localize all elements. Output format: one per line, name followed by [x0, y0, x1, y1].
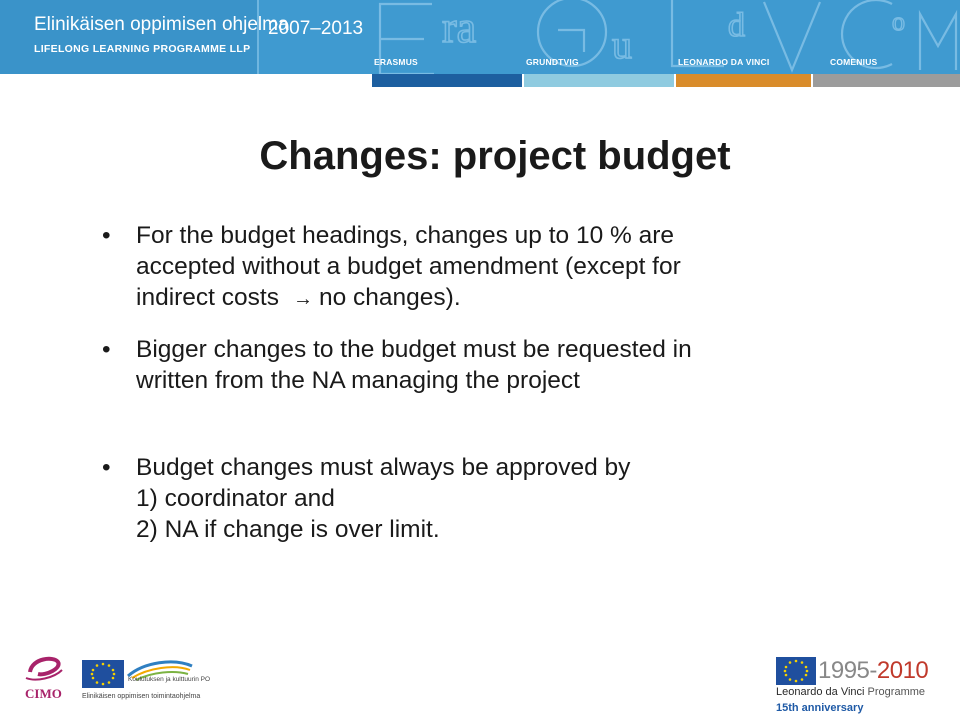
- bullet-line: accepted without a budget amendment (except for: [136, 253, 681, 280]
- svg-text:ra: ra: [442, 3, 477, 52]
- bullet-item: [100, 334, 915, 396]
- cimo-wordmark: CIMO: [25, 686, 62, 701]
- bullet-list: [100, 220, 915, 545]
- anniversary-programme: [776, 686, 925, 698]
- eu-flag-icon: [776, 657, 816, 685]
- bullet-marker: •: [102, 336, 111, 363]
- bullet-marker: •: [102, 222, 111, 249]
- cimo-logo-icon: [26, 659, 62, 680]
- bullet-line: [136, 282, 915, 315]
- nav-leonardo[interactable]: [676, 53, 826, 74]
- programme-block: [0, 0, 257, 74]
- nav-erasmus-underbar: [372, 74, 522, 87]
- bullet-item: [100, 220, 915, 315]
- llp-logo-subtext: Elinikäisen oppimisen toimintaohjelma: [82, 693, 201, 700]
- nav-comenius-label: COMENIUS: [830, 57, 878, 67]
- svg-text:o: o: [892, 7, 905, 36]
- bullet-line: Bigger changes to the budget must be requested in: [136, 336, 692, 363]
- nav-grundtvig-underbar: [524, 74, 674, 87]
- programme-subtitle: LIFELONG LEARNING PROGRAMME LLP: [34, 43, 251, 55]
- slide-title: Changes: project budget: [259, 134, 731, 178]
- bullet-line: written from the NA managing the project: [136, 367, 580, 394]
- nav-grundtvig-label: GRUNDTVIG: [526, 57, 579, 67]
- bullet-text-part: indirect costs: [136, 284, 279, 311]
- anniversary-year-end: 2010: [876, 657, 929, 684]
- bullet-marker: •: [102, 454, 111, 481]
- bullet-item: [100, 452, 915, 545]
- header-banner: [0, 0, 960, 74]
- programme-title: Elinikäisen oppimisen ohjelma: [34, 14, 289, 35]
- nav-grundtvig[interactable]: [524, 53, 674, 74]
- arrow-right-icon: →: [292, 288, 313, 310]
- svg-text:u: u: [612, 22, 632, 67]
- bullet-text-part: no changes).: [318, 284, 461, 311]
- programme-years: 2007–2013: [268, 18, 364, 39]
- nav-leonardo-underbar: [676, 74, 811, 87]
- bullet-line: For the budget headings, changes up to 10 % are: [136, 222, 675, 249]
- anniversary-years: [818, 657, 928, 685]
- nav-erasmus-label: ERASMUS: [374, 57, 418, 67]
- bullet-line: Budget changes must always be approved by: [136, 454, 631, 481]
- bullet-line: 1) coordinator and: [136, 485, 335, 512]
- nav-comenius[interactable]: [828, 53, 960, 74]
- anniversary-programme-name: Leonardo da Vinci: [776, 686, 865, 698]
- eu-flag-icon: [82, 660, 124, 688]
- anniversary-year-start: 1995-: [818, 657, 877, 684]
- programme-nav: [372, 53, 960, 74]
- anniversary-programme-suffix: Programme: [867, 686, 926, 698]
- nav-comenius-underbar: [813, 74, 960, 87]
- nav-erasmus[interactable]: [372, 53, 522, 74]
- nav-leonardo-label: LEONARDO DA VINCI: [678, 57, 770, 67]
- svg-text:d: d: [728, 7, 745, 44]
- llp-logo-text: Koulutuksen ja kulttuurin PO: [128, 676, 211, 683]
- banner-divider: [257, 0, 259, 74]
- anniversary-label: 15th anniversary: [776, 702, 864, 714]
- bullet-line: 2) NA if change is over limit.: [136, 516, 440, 543]
